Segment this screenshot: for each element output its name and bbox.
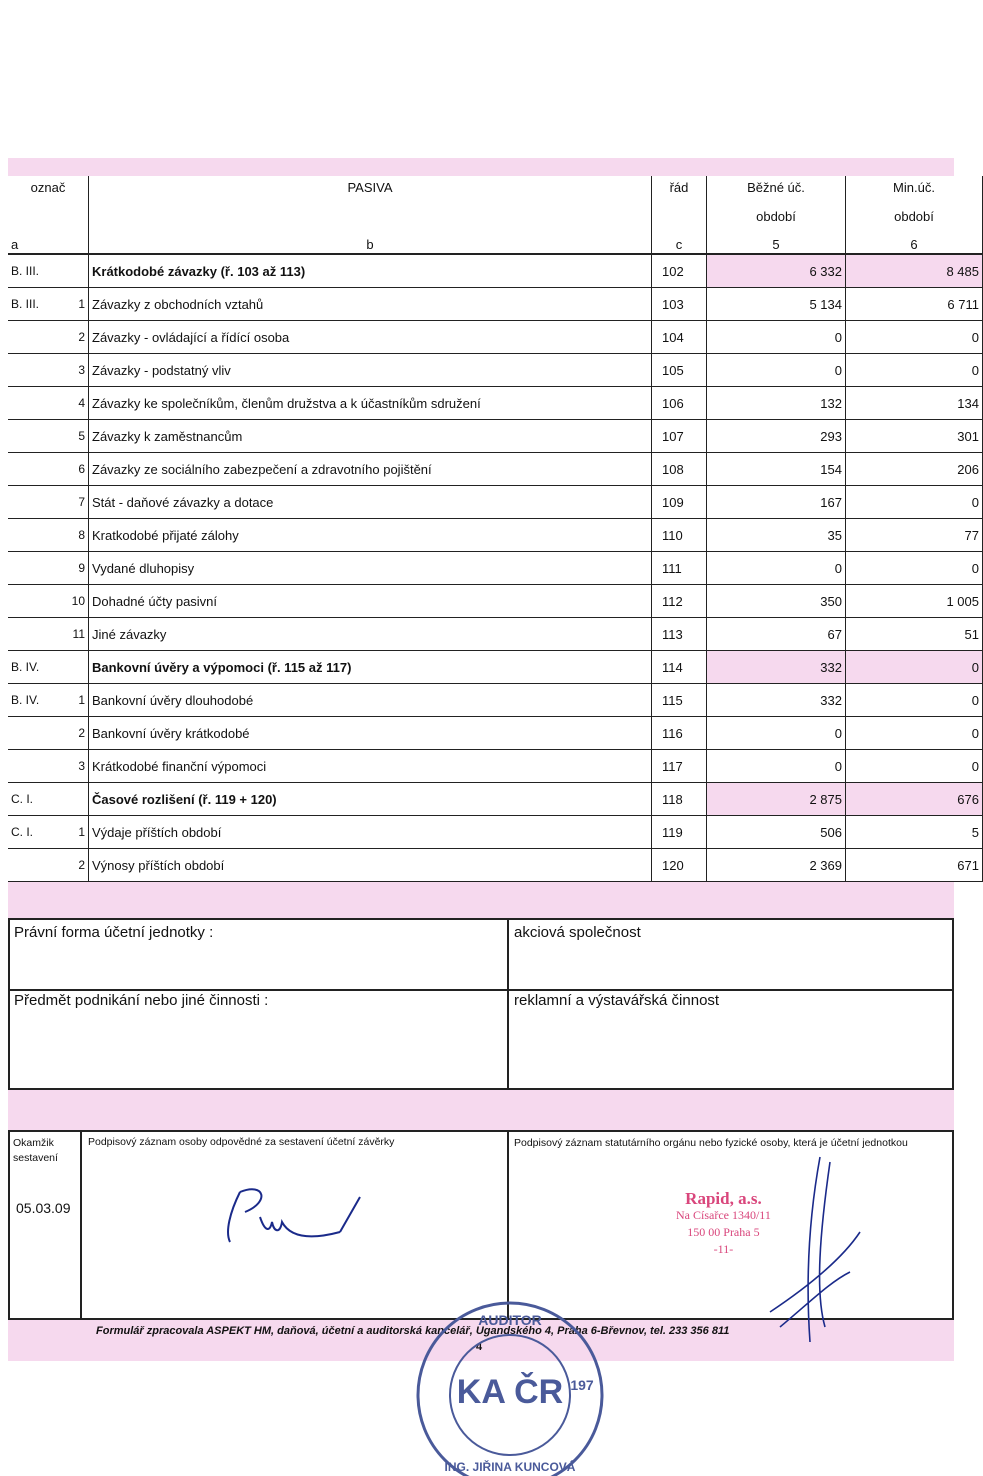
row-label: Závazky - podstatný vliv: [89, 354, 652, 387]
row-line-number: 112: [652, 585, 707, 618]
responsible-person-label: Podpisový záznam osoby odpovědné za sestavení účetní závěrky: [88, 1136, 395, 1148]
handwritten-signature-left: [210, 1172, 370, 1262]
row-designation-number: 10: [71, 594, 85, 608]
row-previous-period: 77: [846, 519, 983, 552]
header-rad-label: řád: [669, 180, 689, 195]
row-line-number: 113: [652, 618, 707, 651]
row-previous-period: 0: [846, 684, 983, 717]
sig-divider-2: [507, 1132, 509, 1318]
row-designation-group: C. I.: [11, 825, 34, 839]
row-designation-group: B. III.: [11, 297, 40, 311]
header-bezne-label: Běžné úč.: [747, 180, 805, 195]
row-previous-period: 8 485: [846, 254, 983, 288]
header-rad-sub: c: [675, 237, 683, 252]
row-current-period: 0: [707, 717, 846, 750]
header-min-sub: 6: [910, 237, 918, 252]
prepared-date: 05.03.09: [16, 1200, 71, 1216]
table-row: [8, 618, 983, 651]
row-previous-period: 5: [846, 816, 983, 849]
row-current-period: 6 332: [707, 254, 846, 288]
info-divider-vertical: [507, 920, 509, 1088]
row-designation: [8, 420, 89, 453]
table-row: [8, 486, 983, 519]
row-previous-period: 0: [846, 321, 983, 354]
table-header-row: [8, 176, 983, 254]
row-current-period: 350: [707, 585, 846, 618]
table-row: [8, 387, 983, 420]
row-current-period: 35: [707, 519, 846, 552]
row-line-number: 102: [652, 254, 707, 288]
row-previous-period: 206: [846, 453, 983, 486]
row-label: Bankovní úvěry dlouhodobé: [89, 684, 652, 717]
row-current-period: 67: [707, 618, 846, 651]
row-label: Závazky - ovládající a řídící osoba: [89, 321, 652, 354]
row-designation: [8, 750, 89, 783]
info-divider-horizontal: [10, 989, 952, 991]
row-designation-number: 11: [72, 627, 85, 641]
row-previous-period: 1 005: [846, 585, 983, 618]
table-row: [8, 717, 983, 750]
row-designation: [8, 254, 89, 288]
row-line-number: 106: [652, 387, 707, 420]
row-label: Závazky k zaměstnancům: [89, 420, 652, 453]
row-previous-period: 134: [846, 387, 983, 420]
row-designation-number: 1: [78, 693, 85, 707]
row-line-number: 110: [652, 519, 707, 552]
row-designation-number: 1: [78, 297, 85, 311]
table-row: [8, 354, 983, 387]
row-designation-number: 2: [78, 330, 85, 344]
table-row: [8, 420, 983, 453]
row-designation: [8, 519, 89, 552]
row-line-number: 116: [652, 717, 707, 750]
row-line-number: 104: [652, 321, 707, 354]
auditor-seal: [410, 1295, 610, 1476]
table-row: [8, 453, 983, 486]
prepared-time-label: Okamžik sestavení: [13, 1137, 58, 1164]
row-line-number: 118: [652, 783, 707, 816]
table-row: [8, 321, 983, 354]
row-current-period: 0: [707, 750, 846, 783]
row-designation-group: C. I.: [11, 792, 34, 806]
row-line-number: 103: [652, 288, 707, 321]
row-label: Dohadné účty pasivní: [89, 585, 652, 618]
row-current-period: 0: [707, 321, 846, 354]
row-designation: [8, 486, 89, 519]
signature-box: [8, 1130, 954, 1320]
seal-number: 197: [570, 1377, 594, 1393]
row-designation: [8, 585, 89, 618]
header-pasiva-sub: b: [366, 237, 374, 252]
header-pasiva-label: PASIVA: [347, 180, 393, 195]
row-line-number: 107: [652, 420, 707, 453]
row-previous-period: 301: [846, 420, 983, 453]
row-label: Závazky ke společníkům, členům družstva a k účastníkům sdružení: [89, 387, 652, 420]
row-designation: [8, 354, 89, 387]
balance-sheet-table: [8, 176, 983, 882]
row-label: Jiné závazky: [89, 618, 652, 651]
form-footer: Formulář zpracovala ASPEKT HM, daňová, účetní a auditorská kancelář, Ugandského 4, Praha 6-Břevnov, tel. 233 356 811: [96, 1325, 730, 1337]
stamp-street: Na Císařce 1340/11: [676, 1208, 771, 1222]
header-pasiva: [89, 176, 652, 254]
table-row: [8, 519, 983, 552]
header-oznac-sub: a: [11, 237, 19, 252]
row-designation: [8, 552, 89, 585]
header-oznac: [8, 176, 89, 254]
row-current-period: 332: [707, 651, 846, 684]
row-designation: [8, 783, 89, 816]
entity-info-box: [8, 918, 954, 1090]
row-current-period: 2 369: [707, 849, 846, 882]
row-previous-period: 671: [846, 849, 983, 882]
row-designation-number: 3: [78, 759, 85, 773]
row-designation-group: B. IV.: [11, 660, 40, 674]
table-row: [8, 552, 983, 585]
legal-form-value: akciová společnost: [514, 924, 641, 941]
table-row: [8, 750, 983, 783]
header-min-label-2: období: [894, 208, 934, 224]
row-designation: [8, 288, 89, 321]
row-previous-period: 0: [846, 750, 983, 783]
row-label: Bankovní úvěry krátkodobé: [89, 717, 652, 750]
row-label: Výdaje příštích období: [89, 816, 652, 849]
row-previous-period: 0: [846, 651, 983, 684]
row-line-number: 114: [652, 651, 707, 684]
row-designation-number: 3: [78, 363, 85, 377]
table-row: [8, 783, 983, 816]
row-label: Stát - daňové závazky a dotace: [89, 486, 652, 519]
seal-top-text: AUDITOR: [478, 1312, 542, 1328]
row-line-number: 111: [652, 552, 707, 585]
row-designation-number: 9: [78, 561, 85, 575]
stamp-city: 150 00 Praha 5: [687, 1225, 760, 1239]
header-bezne: [707, 176, 846, 254]
row-line-number: 115: [652, 684, 707, 717]
row-designation: [8, 387, 89, 420]
row-current-period: 5 134: [707, 288, 846, 321]
header-rad: [652, 176, 707, 254]
page-number: 4: [476, 1341, 483, 1353]
row-label: Výnosy příštích období: [89, 849, 652, 882]
row-label: Časové rozlišení (ř. 119 + 120): [89, 783, 652, 816]
row-current-period: 132: [707, 387, 846, 420]
row-label: Krátkodobé závazky (ř. 103 až 113): [89, 254, 652, 288]
table-row: [8, 585, 983, 618]
row-previous-period: 676: [846, 783, 983, 816]
row-designation: [8, 684, 89, 717]
row-designation: [8, 717, 89, 750]
row-line-number: 109: [652, 486, 707, 519]
row-previous-period: 0: [846, 354, 983, 387]
row-designation: [8, 849, 89, 882]
table-row: [8, 651, 983, 684]
row-label: Bankovní úvěry a výpomoci (ř. 115 až 117): [89, 651, 652, 684]
statutory-body-label: Podpisový záznam statutárního orgánu nebo fyzické osoby, která je účetní jednotkou: [514, 1137, 908, 1149]
row-current-period: 154: [707, 453, 846, 486]
header-min-label: Min.úč.: [893, 180, 935, 195]
stamp-code: -11-: [713, 1242, 734, 1256]
header-min: [846, 176, 983, 254]
row-designation: [8, 618, 89, 651]
legal-form-label: Právní forma účetní jednotky :: [14, 924, 214, 941]
row-line-number: 119: [652, 816, 707, 849]
row-previous-period: 0: [846, 552, 983, 585]
row-previous-period: 0: [846, 717, 983, 750]
row-line-number: 120: [652, 849, 707, 882]
business-activity-value: reklamní a výstavářská činnost: [514, 992, 720, 1009]
row-current-period: 0: [707, 354, 846, 387]
row-designation-number: 5: [78, 429, 85, 443]
table-row: [8, 684, 983, 717]
row-designation-number: 1: [78, 825, 85, 839]
row-previous-period: 6 711: [846, 288, 983, 321]
seal-center-text: KA ČR: [456, 1373, 564, 1411]
row-current-period: 0: [707, 552, 846, 585]
row-designation-number: 4: [78, 396, 85, 410]
row-previous-period: 51: [846, 618, 983, 651]
row-designation-number: 8: [78, 528, 85, 542]
row-designation-group: B. III.: [11, 264, 40, 278]
seal-bottom-text: ING. JIŘINA KUNCOVÁ: [444, 1460, 576, 1474]
row-designation-group: B. IV.: [11, 693, 40, 707]
company-stamp: [676, 1190, 771, 1258]
row-designation: [8, 816, 89, 849]
row-current-period: 2 875: [707, 783, 846, 816]
row-label: Vydané dluhopisy: [89, 552, 652, 585]
row-designation-number: 6: [78, 462, 85, 476]
row-designation-number: 2: [78, 726, 85, 740]
stamp-company-name: Rapid, a.s.: [685, 1189, 762, 1208]
sig-divider-1: [80, 1132, 82, 1318]
row-label: Kratkodobé přijaté zálohy: [89, 519, 652, 552]
table-row: [8, 254, 983, 288]
header-oznac-label: označ: [30, 180, 66, 195]
row-designation: [8, 321, 89, 354]
table-row: [8, 849, 983, 882]
row-line-number: 105: [652, 354, 707, 387]
row-label: Závazky ze sociálního zabezpečení a zdravotního pojištění: [89, 453, 652, 486]
header-bezne-label-2: období: [756, 208, 796, 224]
row-line-number: 108: [652, 453, 707, 486]
row-current-period: 332: [707, 684, 846, 717]
business-activity-label: Předmět podnikání nebo jiné činnosti :: [14, 992, 269, 1009]
row-current-period: 293: [707, 420, 846, 453]
row-label: Krátkodobé finanční výpomoci: [89, 750, 652, 783]
table-row: [8, 288, 983, 321]
header-bezne-sub: 5: [772, 237, 780, 252]
row-current-period: 167: [707, 486, 846, 519]
row-designation: [8, 453, 89, 486]
row-previous-period: 0: [846, 486, 983, 519]
row-label: Závazky z obchodních vztahů: [89, 288, 652, 321]
row-designation: [8, 651, 89, 684]
row-line-number: 117: [652, 750, 707, 783]
row-designation-number: 7: [78, 495, 85, 509]
row-designation-number: 2: [78, 858, 85, 872]
row-current-period: 506: [707, 816, 846, 849]
table-row: [8, 816, 983, 849]
